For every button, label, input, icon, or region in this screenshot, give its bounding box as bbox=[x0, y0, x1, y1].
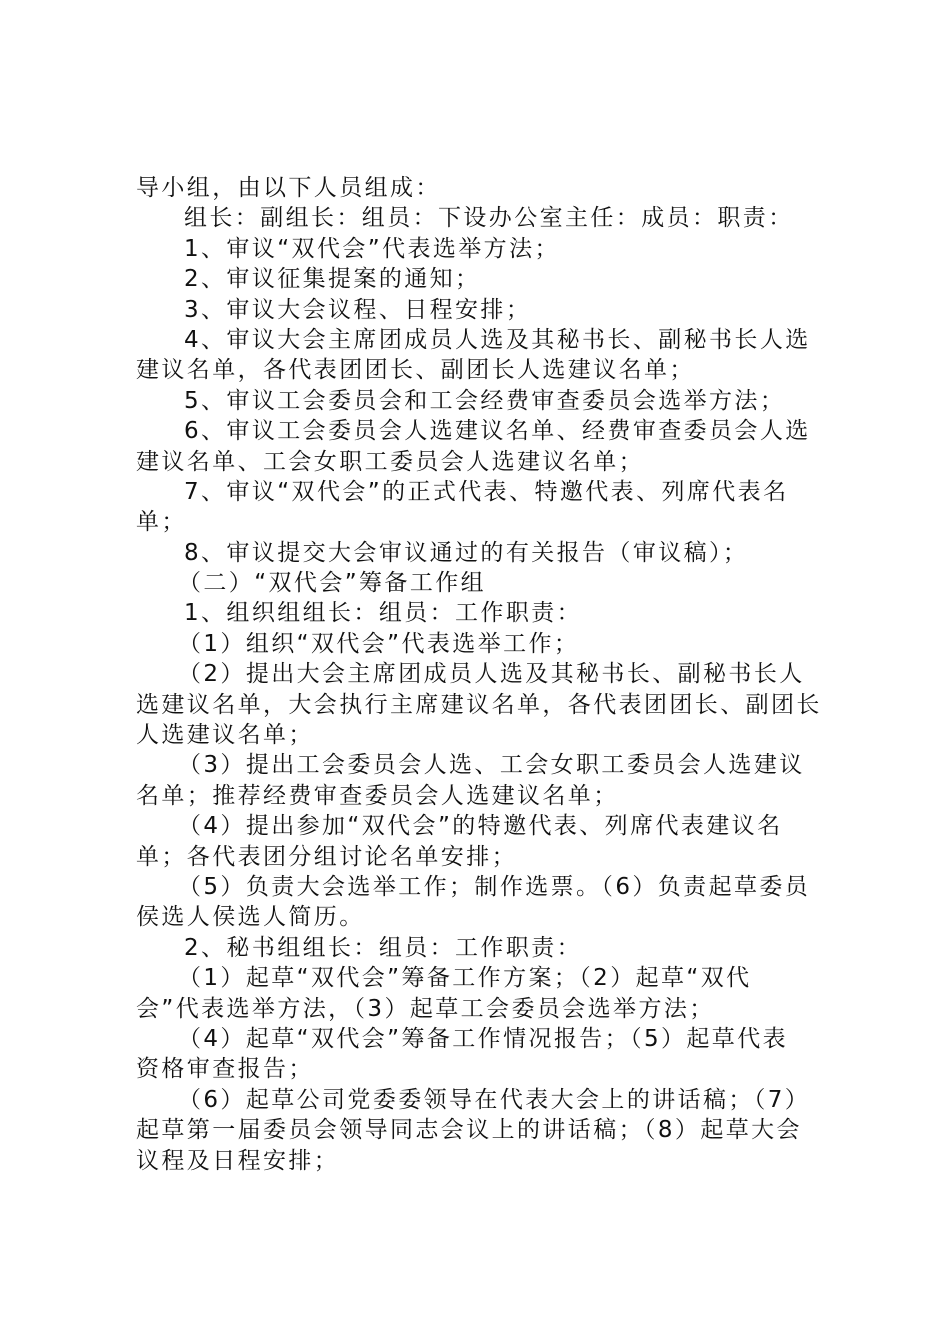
text-line: 起草第一届委员会领导同志会议上的讲话稿；（8）起草大会 bbox=[136, 1117, 802, 1144]
text-line: 5、审议工会委员会和工会经费审查委员会选举方法； bbox=[184, 387, 786, 414]
text-line: （6）起草公司党委委领导在代表大会上的讲话稿；（7） bbox=[178, 1086, 811, 1113]
text-line: 组长：副组长：组员：下设办公室主任：成员：职责： bbox=[184, 205, 794, 232]
text-line: 建议名单、工会女职工委员会人选建议名单； bbox=[136, 448, 644, 475]
text-line: （1）组织“双代会”代表选举工作； bbox=[178, 630, 580, 657]
text-line: 导小组，由以下人员组成： bbox=[136, 175, 441, 201]
text-line: （4）提出参加“双代会”的特邀代表、列席代表建议名 bbox=[178, 813, 783, 840]
section-heading: （二）“双代会”筹备工作组 bbox=[178, 570, 487, 597]
text-line: 1、组织组组长：组员：工作职责： bbox=[184, 600, 583, 627]
text-line: 3、审议大会议程、日程安排； bbox=[184, 296, 532, 323]
text-line: 议程及日程安排； bbox=[136, 1147, 340, 1174]
text-line: （4）起草“双代会”筹备工作情况报告；（5）起草代表 bbox=[178, 1025, 788, 1052]
text-line: 7、审议“双代会”的正式代表、特邀代表、列席代表名 bbox=[184, 478, 789, 505]
text-line: 6、审议工会委员会人选建议名单、经费审查委员会人选 bbox=[184, 418, 811, 445]
text-line: 1、审议“双代会”代表选举方法； bbox=[184, 235, 560, 262]
text-line: 资格审查报告； bbox=[136, 1056, 314, 1083]
text-line: 单；各代表团分组讨论名单安排； bbox=[136, 843, 517, 870]
text-line: （3）提出工会委员会人选、工会女职工委员会人选建议 bbox=[178, 752, 805, 779]
text-line: 会”代表选举方法，（3）起草工会委员会选举方法； bbox=[136, 995, 715, 1022]
text-line: 2、秘书组组长：组员：工作职责： bbox=[184, 934, 583, 961]
text-line: （2）提出大会主席团成员人选及其秘书长、副秘书长人 bbox=[178, 661, 805, 688]
text-line: 2、审议征集提案的通知； bbox=[184, 266, 481, 293]
text-line: 4、审议大会主席团成员人选及其秘书长、副秘书长人选 bbox=[184, 326, 811, 353]
text-line: 单； bbox=[136, 509, 187, 536]
text-line: 侯选人侯选人简历。 bbox=[136, 904, 365, 931]
text-line: （1）起草“双代会”筹备工作方案；（2）起草“双代 bbox=[178, 965, 752, 992]
text-line: 选建议名单，大会执行主席建议名单，各代表团团长、副团长 bbox=[136, 691, 822, 718]
text-line: 建议名单，各代表团团长、副团长人选建议名单； bbox=[136, 357, 695, 384]
text-line: 人选建议名单； bbox=[136, 722, 314, 749]
text-line: 8、审议提交大会审议通过的有关报告（审议稿）； bbox=[184, 539, 749, 566]
document-body bbox=[136, 173, 826, 1176]
text-line: （5）负责大会选举工作；制作选票。（6）负责起草委员 bbox=[178, 873, 811, 900]
text-line: 名单；推荐经费审查委员会人选建议名单； bbox=[136, 782, 619, 809]
